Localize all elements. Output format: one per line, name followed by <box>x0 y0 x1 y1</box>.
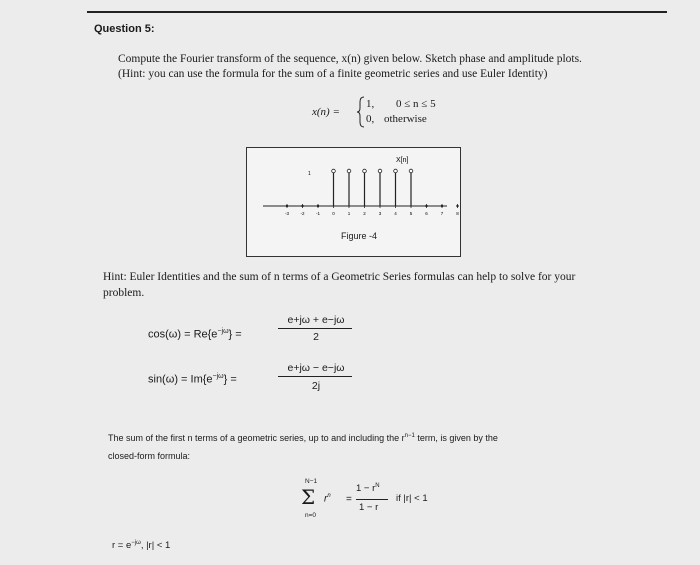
stem-marker <box>378 169 382 173</box>
x-tick-label: 2 <box>363 211 366 216</box>
equals-sign: = <box>346 494 352 505</box>
top-rule <box>87 11 667 13</box>
stems <box>286 169 459 207</box>
left-brace-icon <box>356 96 366 128</box>
stem-marker <box>347 169 351 173</box>
series-line-1-text: The sum of the first n terms of a geometric series, up to and including the r <box>108 433 405 443</box>
stem-marker <box>394 169 398 173</box>
sum-fraction-bar <box>356 499 388 500</box>
sum-numerator-text: 1 − r <box>356 483 376 495</box>
hint-line-2: problem. <box>103 287 145 299</box>
sum-term <box>324 493 331 504</box>
cos-denominator: 2 <box>313 331 319 343</box>
stem-marker <box>332 169 336 173</box>
r-definition <box>112 540 170 551</box>
sum-condition: if |r| < 1 <box>396 493 428 504</box>
question-line-1: Compute the Fourier transform of the sequence, x(n) given below. Sketch phase and amplitude plots. <box>118 53 582 65</box>
x-tick-label: 3 <box>378 211 382 216</box>
x-tick-label: 4 <box>394 211 397 216</box>
case2-value: 0, <box>366 113 375 125</box>
figure-box <box>246 147 461 257</box>
zero-sample-dot <box>301 205 303 207</box>
zero-sample-dot <box>441 205 443 207</box>
x-tick-label: 7 <box>440 211 444 216</box>
cos-brace: } = <box>228 328 242 341</box>
sin-denominator: 2j <box>311 380 321 392</box>
sum-lower-limit: n=0 <box>305 512 317 519</box>
case2-condition: otherwise <box>384 113 427 125</box>
x-tick-label: 6 <box>425 211 428 216</box>
cos-lhs-text: cos(ω) = Re{e <box>148 328 218 341</box>
sin-brace: } = <box>223 373 237 386</box>
definition-lhs: x(n) = <box>312 106 340 118</box>
r-def-text: r = e <box>112 540 132 552</box>
r-def-sup: −jω <box>131 540 141 546</box>
sigma-icon: Σ <box>301 485 316 509</box>
x-tick-label: 8 <box>456 211 459 216</box>
stem-marker <box>363 169 367 173</box>
x-tick-label: -2 <box>300 211 305 216</box>
case1-condition: 0 ≤ n ≤ 5 <box>396 98 436 110</box>
sum-denominator: 1 − r <box>359 502 379 513</box>
sum-term-base: r <box>324 493 328 505</box>
y-tick-label: 1 <box>308 171 311 177</box>
question-line-2: (Hint: you can use the formula for the sum of a finite geometric series and use Euler Identity) <box>118 68 548 80</box>
cos-lhs <box>148 328 242 341</box>
x-tick-label: 5 <box>409 211 413 216</box>
plot-title: X[n] <box>396 157 409 164</box>
cos-numerator: e+jω + e−jω <box>287 314 345 326</box>
question-title: Question 5: <box>94 23 155 35</box>
x-tick-label: -3 <box>284 211 290 216</box>
cos-fraction-bar <box>278 328 352 329</box>
zero-sample-dot <box>456 205 458 207</box>
x-tick-label: 1 <box>347 211 351 216</box>
sum-numerator <box>356 483 380 494</box>
sin-numerator: e+jω − e−jω <box>287 362 345 374</box>
stem-marker <box>409 169 413 173</box>
sin-lhs-text: sin(ω) = Im{e <box>148 373 213 386</box>
sum-numerator-sup: N <box>375 483 380 489</box>
sin-exp: −jω <box>212 373 224 380</box>
series-line-1-sup: n−1 <box>404 433 415 439</box>
sum-term-exp: n <box>327 493 331 499</box>
hint-line-1: Hint: Euler Identities and the sum of n terms of a Geometric Series formulas can help to solve for your <box>103 271 576 283</box>
sin-fraction-bar <box>278 376 352 377</box>
cos-exp: −jω <box>217 328 229 335</box>
r-def-end: , |r| < 1 <box>140 540 171 552</box>
sum-upper-limit: N−1 <box>305 478 318 485</box>
series-line-1-end: term, is given by the <box>414 433 498 443</box>
sin-lhs <box>148 373 237 386</box>
series-line-1 <box>108 433 498 443</box>
figure-caption: Figure -4 <box>341 231 378 241</box>
zero-sample-dot <box>317 205 319 207</box>
x-tick-label: -1 <box>315 211 321 216</box>
zero-sample-dot <box>425 205 427 207</box>
case1-value: 1, <box>366 98 375 110</box>
zero-sample-dot <box>286 205 288 207</box>
x-tick-label: 0 <box>332 211 335 216</box>
series-line-2: closed-form formula: <box>108 451 191 461</box>
